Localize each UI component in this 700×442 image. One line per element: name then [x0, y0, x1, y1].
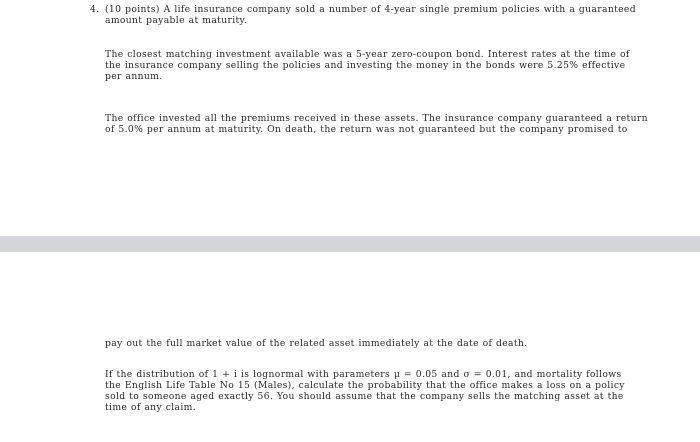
question-text-line-2: amount payable at maturity.: [105, 15, 248, 26]
paragraph-line: per annum.: [105, 71, 163, 82]
paragraph-guarantee: [105, 113, 648, 135]
paragraph-line: pay out the full market value of the related asset immediately at the date of death.: [105, 338, 528, 349]
question-number: 4.: [90, 4, 100, 15]
question-header: [90, 4, 636, 26]
question-header-line-1: [90, 4, 636, 15]
page-break-divider: [0, 236, 700, 252]
paragraph-line: sold to someone aged exactly 56. You should assume that the company sells the matching asset at the: [105, 391, 624, 402]
paragraph-line: the English Life Table No 15 (Males), calculate the probability that the office makes a loss on a policy: [105, 380, 625, 391]
paragraph-line: The office invested all the premiums received in these assets. The insurance company guaranteed a return: [105, 113, 648, 124]
paragraph-bond: [105, 49, 630, 82]
paragraph-lognormal: [105, 369, 625, 413]
question-text-line-1: (10 points) A life insurance company sold a number of 4-year single premium policies with a guaranteed: [105, 4, 636, 15]
paragraph-line: The closest matching investment available was a 5-year zero-coupon bond. Interest rates at the time of: [105, 49, 630, 60]
paragraph-death-payout: [105, 338, 527, 349]
paragraph-line: the insurance company selling the policies and investing the money in the bonds were 5.25% effective: [105, 60, 626, 71]
paragraph-line: time of any claim.: [105, 402, 196, 413]
paragraph-line: of 5.0% per annum at maturity. On death, the return was not guaranteed but the company promised to: [105, 124, 628, 135]
paragraph-line: If the distribution of 1 + i is lognormal with parameters μ = 0.05 and σ = 0.01, and mortality follows: [105, 369, 622, 380]
